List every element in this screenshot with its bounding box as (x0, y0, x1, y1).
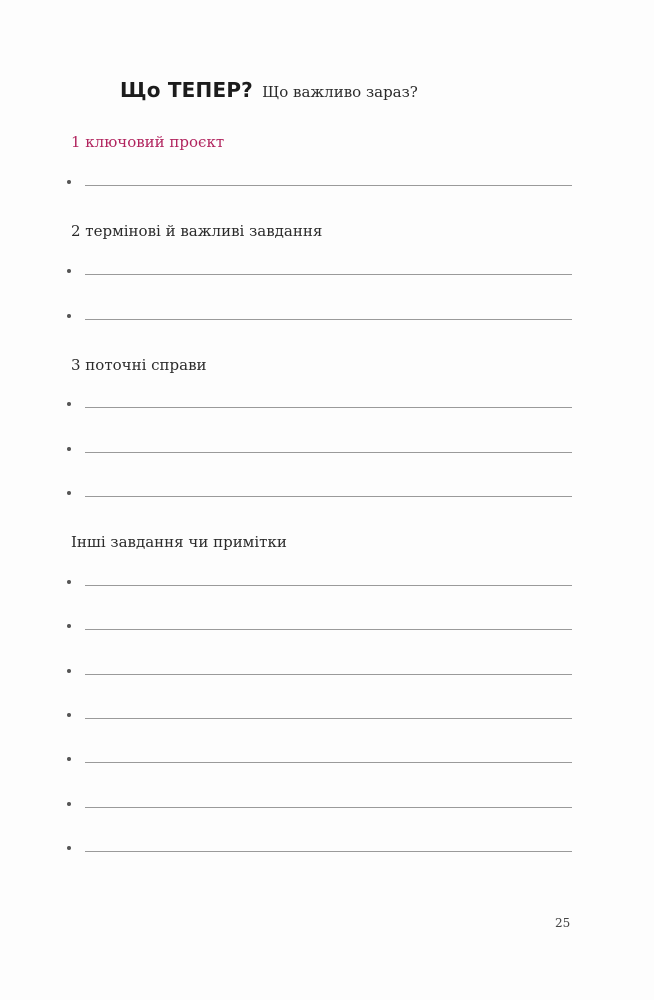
line-rule (85, 718, 572, 719)
write-in-line[interactable] (67, 844, 572, 858)
write-in-line[interactable] (67, 267, 572, 281)
bullet-icon (67, 580, 71, 584)
bullet-icon (67, 713, 71, 717)
write-in-line[interactable] (67, 578, 572, 592)
bullet-icon (67, 269, 71, 273)
bullet-icon (67, 624, 71, 628)
line-rule (85, 674, 572, 675)
write-in-line[interactable] (67, 711, 572, 725)
line-rule (85, 274, 572, 275)
line-rule (85, 407, 572, 408)
write-in-line[interactable] (67, 400, 572, 414)
page-number: 25 (555, 916, 571, 930)
bullet-icon (67, 757, 71, 761)
line-rule (85, 762, 572, 763)
line-rule (85, 585, 572, 586)
bullet-icon (67, 491, 71, 495)
line-rule (85, 319, 572, 320)
section-title-urgent-tasks: 2 термінові й важливі завдання (71, 222, 323, 240)
line-rule (85, 496, 572, 497)
section-title-current-matters: 3 поточні справи (71, 356, 207, 374)
page-subtitle: Що важливо зараз? (262, 83, 418, 101)
bullet-icon (67, 669, 71, 673)
bullet-icon (67, 846, 71, 850)
bullet-icon (67, 402, 71, 406)
write-in-line[interactable] (67, 178, 572, 192)
write-in-line[interactable] (67, 667, 572, 681)
bullet-icon (67, 314, 71, 318)
page-header (120, 78, 418, 102)
write-in-line[interactable] (67, 622, 572, 636)
line-rule (85, 452, 572, 453)
write-in-line[interactable] (67, 445, 572, 459)
line-rule (85, 629, 572, 630)
write-in-line[interactable] (67, 755, 572, 769)
section-title-key-project: 1 ключовий проєкт (71, 133, 225, 151)
write-in-line[interactable] (67, 800, 572, 814)
section-title-other-notes: Інші завдання чи примітки (71, 533, 287, 551)
line-rule (85, 807, 572, 808)
line-rule (85, 185, 572, 186)
bullet-icon (67, 180, 71, 184)
write-in-line[interactable] (67, 489, 572, 503)
write-in-line[interactable] (67, 312, 572, 326)
page-title: Що ТЕПЕР? (120, 78, 253, 102)
line-rule (85, 851, 572, 852)
bullet-icon (67, 802, 71, 806)
bullet-icon (67, 447, 71, 451)
